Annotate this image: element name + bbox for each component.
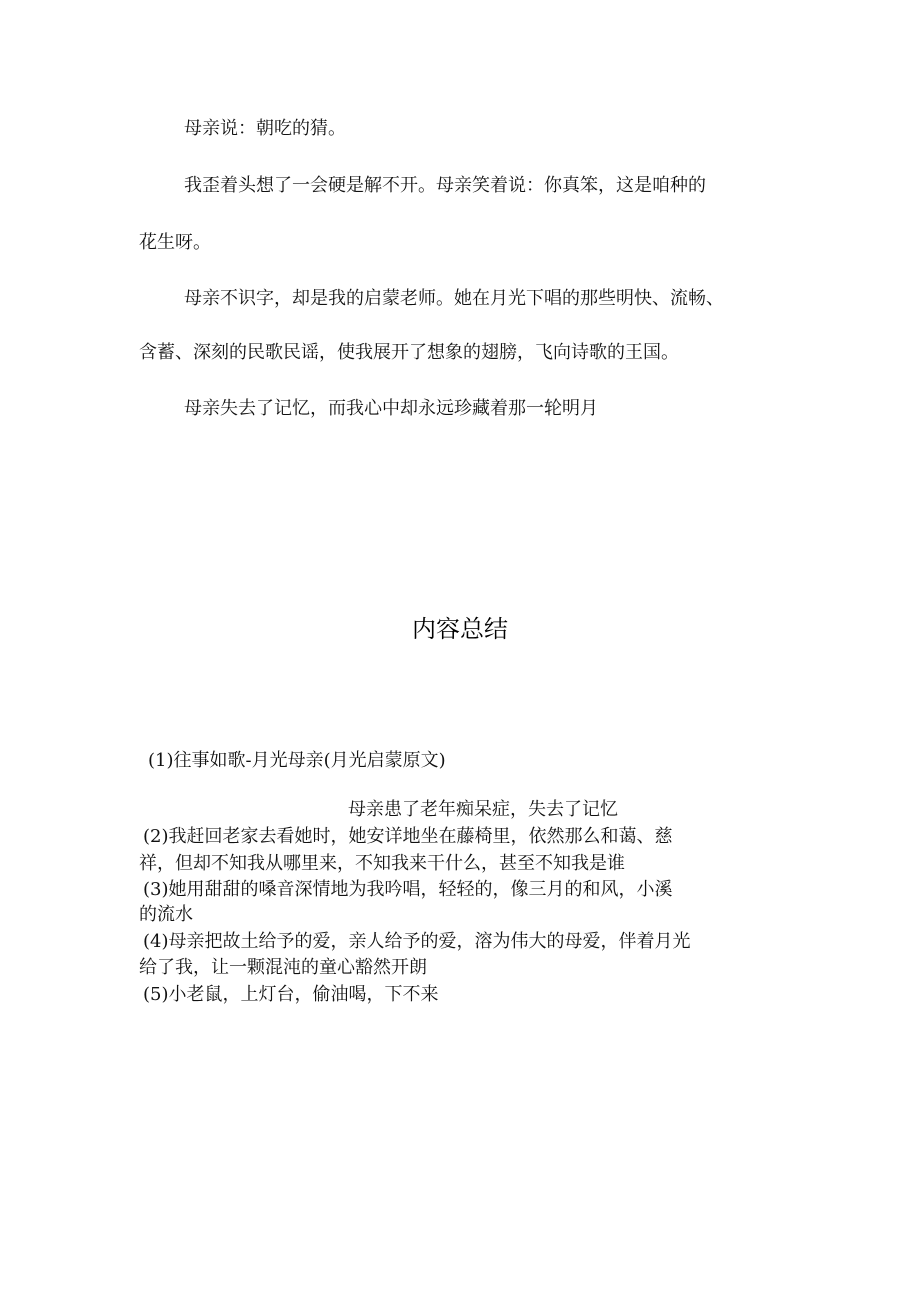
summary-title: 内容总结 [412,615,508,643]
story-line-1: 母亲说：朝吃的猜。 [184,118,346,139]
story-line-2: 我歪着头想了一会硬是解不开。母亲笑着说：你真笨，这是咱种的 [184,175,706,196]
summary-line-1: (1)往事如歌-月光母亲(月光启蒙原文) [148,750,446,771]
summary-line-6: 的流水 [139,904,193,925]
summary-line-7: (4)母亲把故土给予的爱，亲人给予的爱，溶为伟大的母爱，伴着月光 [143,931,691,952]
story-line-3: 花生呀。 [139,232,211,253]
summary-line-2: 母亲患了老年痴呆症，失去了记忆 [348,799,618,820]
story-line-6: 母亲失去了记忆，而我心中却永远珍藏着那一轮明月 [184,398,598,419]
story-line-4: 母亲不识字，却是我的启蒙老师。她在月光下唱的那些明快、流畅、 [184,288,724,309]
summary-line-8: 给了我，让一颗混沌的童心豁然开朗 [139,957,427,978]
summary-line-5: (3)她用甜甜的嗓音深情地为我吟唱，轻轻的，像三月的和风，小溪 [143,879,673,900]
summary-line-3: (2)我赶回老家去看她时，她安详地坐在藤椅里，依然那么和蔼、慈 [143,826,673,847]
summary-line-4: 祥，但却不知我从哪里来，不知我来干什么，甚至不知我是谁 [139,853,625,874]
story-line-5: 含蓄、深刻的民歌民谣，使我展开了想象的翅膀，飞向诗歌的王国。 [139,342,679,363]
summary-line-9: (5)小老鼠，上灯台，偷油喝，下不来 [143,984,439,1005]
